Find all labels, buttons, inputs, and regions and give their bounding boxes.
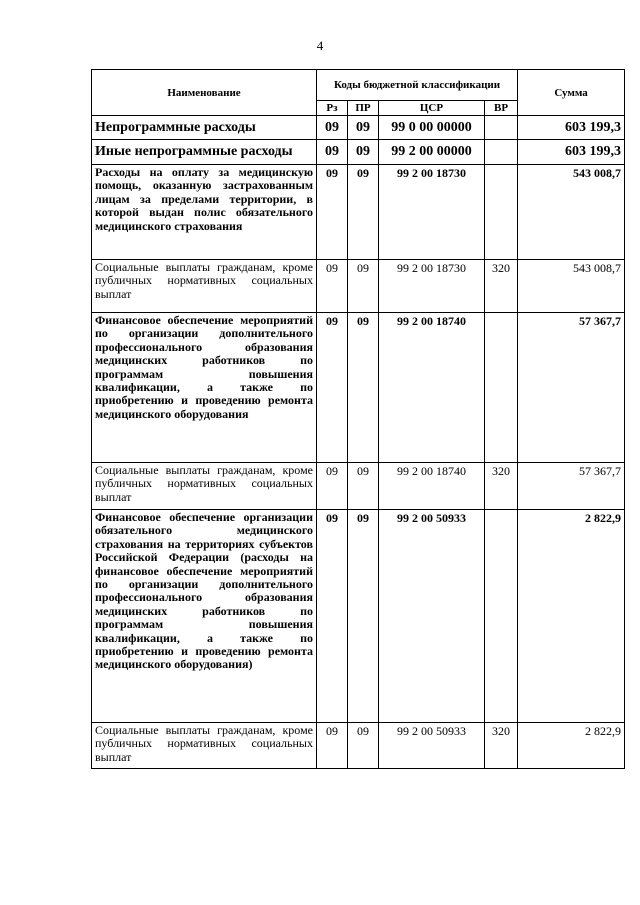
row-pr: 09 [348, 463, 379, 510]
row-csr: 99 0 00 00000 [379, 116, 485, 140]
row-sum: 543 008,7 [518, 260, 625, 313]
row-csr: 99 2 00 18730 [379, 165, 485, 260]
page-number: 4 [316, 38, 324, 53]
row-name: Финансовое обеспечение организации обязательного медицинского страхования на территориях субъектов Российской Федерации (расходы на финансовое обеспечение мероприятий по организации дополнительного профессионального образования медицинских работников по программам повышения квалификации, а также по приобретению и проведению ремонта медицинского оборудования) [92, 510, 317, 723]
table-row [92, 140, 625, 165]
row-sum: 57 367,7 [518, 313, 625, 463]
row-pr: 09 [348, 723, 379, 769]
row-rz: 09 [317, 116, 348, 140]
row-rz: 09 [317, 260, 348, 313]
header-name: Наименование [92, 70, 317, 116]
header-row [92, 70, 625, 101]
row-pr: 09 [348, 510, 379, 723]
row-csr: 99 2 00 00000 [379, 140, 485, 165]
table-row [92, 313, 625, 463]
header-csr: ЦСР [379, 101, 485, 116]
row-csr: 99 2 00 50933 [379, 723, 485, 769]
header-pr: ПР [348, 101, 379, 116]
row-pr: 09 [348, 313, 379, 463]
row-rz: 09 [317, 463, 348, 510]
row-vr: 320 [485, 463, 518, 510]
row-sum: 603 199,3 [518, 140, 625, 165]
table-row [92, 510, 625, 723]
row-rz: 09 [317, 140, 348, 165]
header-vr: ВР [485, 101, 518, 116]
row-vr [485, 313, 518, 463]
row-name: Социальные выплаты гражданам, кроме публичных нормативных социальных выплат [92, 463, 317, 510]
row-csr: 99 2 00 18740 [379, 463, 485, 510]
header-sum: Сумма [518, 70, 625, 116]
row-name: Финансовое обеспечение мероприятий по организации дополнительного профессионального образования медицинских работников по программам повышения квалификации, а также по приобретению и проведению ремонта медицинского оборудования [92, 313, 317, 463]
row-sum: 57 367,7 [518, 463, 625, 510]
row-csr: 99 2 00 18730 [379, 260, 485, 313]
row-name: Иные непрограммные расходы [92, 140, 317, 165]
row-sum: 543 008,7 [518, 165, 625, 260]
row-rz: 09 [317, 313, 348, 463]
row-csr: 99 2 00 18740 [379, 313, 485, 463]
table-row [92, 116, 625, 140]
row-pr: 09 [348, 116, 379, 140]
table-row [92, 723, 625, 769]
row-name: Непрограммные расходы [92, 116, 317, 140]
row-sum: 603 199,3 [518, 116, 625, 140]
row-vr: 320 [485, 260, 518, 313]
row-csr: 99 2 00 50933 [379, 510, 485, 723]
row-sum: 2 822,9 [518, 510, 625, 723]
row-pr: 09 [348, 260, 379, 313]
row-name: Социальные выплаты гражданам, кроме публичных нормативных социальных выплат [92, 260, 317, 313]
header-rz: Рз [317, 101, 348, 116]
row-vr [485, 140, 518, 165]
row-vr: 320 [485, 723, 518, 769]
row-vr [485, 165, 518, 260]
table-row [92, 165, 625, 260]
row-rz: 09 [317, 510, 348, 723]
row-pr: 09 [348, 140, 379, 165]
row-name: Социальные выплаты гражданам, кроме публичных нормативных социальных выплат [92, 723, 317, 769]
budget-table [91, 69, 625, 769]
row-pr: 09 [348, 165, 379, 260]
row-rz: 09 [317, 165, 348, 260]
row-sum: 2 822,9 [518, 723, 625, 769]
table-row [92, 463, 625, 510]
header-codes: Коды бюджетной классификации [317, 70, 518, 101]
row-vr [485, 116, 518, 140]
row-vr [485, 510, 518, 723]
row-name: Расходы на оплату за медицинскую помощь, оказанную застрахованным лицам за пределами территории, в которой выдан полис обязательного медицинского страхования [92, 165, 317, 260]
row-rz: 09 [317, 723, 348, 769]
table-row [92, 260, 625, 313]
